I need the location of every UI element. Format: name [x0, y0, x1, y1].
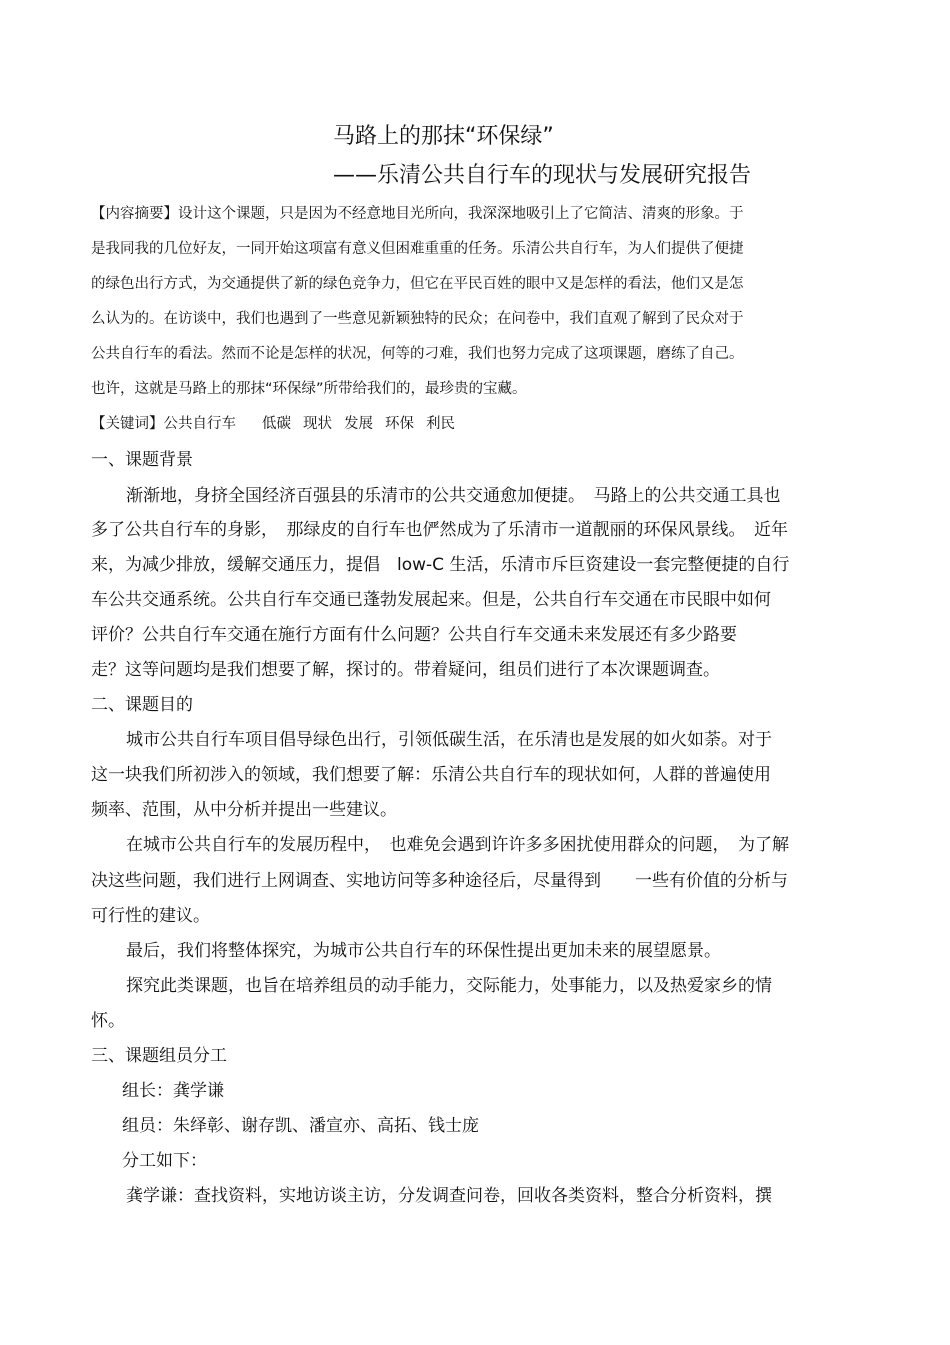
keyword: 环保 — [385, 416, 414, 432]
paragraph-line: 组员：朱绎彰、谢存凯、潘宣亦、高拓、钱士庞 — [122, 1116, 479, 1136]
paragraph-line: 最后，我们将整体探究，为城市公共自行车的环保性提出更加未来的展望愿景。 — [126, 941, 721, 961]
paragraph-line: 城市公共自行车项目倡导绿色出行，引领低碳生活，在乐清也是发展的如火如荼。对于 — [126, 730, 772, 750]
paragraph-line: 龚学谦：查找资料，实地访谈主访，分发调查问卷，回收各类资料，整合分析资料，撰 — [126, 1186, 772, 1206]
paragraph-line: 来，为减少排放，缓解交通压力，提倡 low-C 生活，乐清市斥巨资建设一套完整便捷的自行 — [91, 555, 790, 575]
abstract-line: 的绿色出行方式，为交通提供了新的绿色竞争力，但它在平民百姓的眼中又是怎样的看法，他们又是怎 — [91, 276, 744, 292]
paragraph-line: 走？这等问题均是我们想要了解，探讨的。带着疑问，组员们进行了本次课题调查。 — [91, 660, 720, 680]
keyword: 利民 — [426, 416, 455, 432]
paragraph-line: 决这些问题，我们进行上网调查、实地访问等多种途径后，尽量得到 一些有价值的分析与 — [91, 871, 788, 891]
keyword: 低碳 — [262, 416, 291, 432]
keyword: 公共自行车 — [163, 416, 236, 432]
paragraph-line: 分工如下： — [122, 1151, 207, 1171]
keyword: 现状 — [303, 416, 332, 432]
keywords-label: 【关键词】 — [91, 416, 164, 432]
abstract-line: 是我同我的几位好友，一同开始这项富有意义但困难重重的任务。乐清公共自行车，为人们提供了便捷 — [91, 241, 744, 257]
paragraph-line: 车公共交通系统。公共自行车交通已蓬勃发展起来。但是，公共自行车交通在市民眼中如何 — [91, 590, 771, 610]
paragraph-line: 探究此类课题，也旨在培养组员的动手能力，交际能力，处事能力，以及热爱家乡的情 — [126, 976, 772, 996]
section-heading: 二、课题目的 — [91, 695, 193, 715]
paragraph-line: 组长：龚学谦 — [122, 1081, 224, 1101]
paragraph-line: 这一块我们所初涉入的领域，我们想要了解：乐清公共自行车的现状如何，人群的普遍使用 — [91, 765, 771, 785]
keyword: 发展 — [344, 416, 373, 432]
paragraph-line: 可行性的建议。 — [91, 906, 210, 926]
abstract-line: 【内容摘要】设计这个课题，只是因为不经意地目光所向，我深深地吸引上了它简洁、清爽的形象。于 — [91, 206, 744, 222]
doc-subtitle: ——乐清公共自行车的现状与发展研究报告 — [333, 163, 752, 188]
paragraph-line: 在城市公共自行车的发展历程中， 也难免会遇到许许多多困扰使用群众的问题， 为了解 — [126, 835, 789, 855]
paragraph-line: 多了公共自行车的身影， 那绿皮的自行车也俨然成为了乐清市一道靓丽的环保风景线。 近年 — [91, 520, 788, 540]
abstract-line: 也许，这就是马路上的那抹“环保绿”所带给我们的，最珍贵的宝藏。 — [91, 381, 527, 397]
paragraph-line: 渐渐地，身挤全国经济百强县的乐清市的公共交通愈加便捷。 马路上的公共交通工具也 — [126, 486, 781, 506]
paragraph-line: 频率、范围，从中分析并提出一些建议。 — [91, 800, 397, 820]
section-heading: 一、课题背景 — [91, 450, 193, 470]
abstract-line: 公共自行车的看法。然而不论是怎样的状况，何等的刁难，我们也努力完成了这项课题，磨练了自己。 — [91, 346, 744, 362]
abstract-line: 么认为的。在访谈中，我们也遇到了一些意见新颖独特的民众；在问卷中，我们直观了解到了民众对于 — [91, 311, 744, 327]
paragraph-line: 怀。 — [91, 1011, 125, 1031]
doc-title: 马路上的那抹“环保绿” — [333, 124, 554, 149]
section-heading: 三、课题组员分工 — [91, 1046, 227, 1066]
paragraph-line: 评价？公共自行车交通在施行方面有什么问题？公共自行车交通未来发展还有多少路要 — [91, 625, 737, 645]
keywords-line — [91, 412, 455, 433]
